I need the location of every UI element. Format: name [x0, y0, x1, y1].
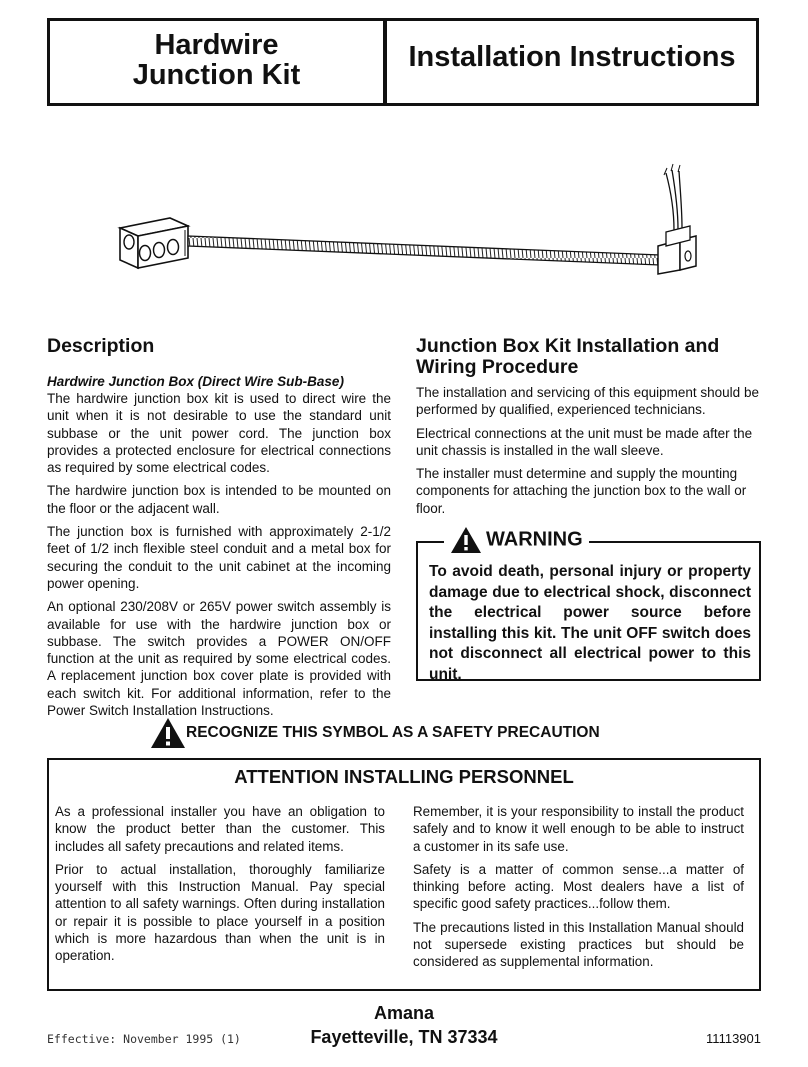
installation-paragraph: The installer must determine and supply the mounting components for attaching the junction box to the wall or floor. — [416, 466, 747, 516]
description-heading: Description — [47, 335, 155, 357]
warning-triangle-icon — [450, 526, 482, 554]
junction-box-conduit-illustration — [100, 158, 720, 288]
flexible-conduit-icon — [188, 236, 660, 265]
warning-heading — [444, 524, 589, 554]
wire-leads-icon — [664, 164, 682, 230]
installation-heading-line2: Wiring Procedure — [416, 356, 579, 378]
kit-title-line1: Hardwire — [154, 29, 279, 61]
description-subheading: Hardwire Junction Box (Direct Wire Sub-Base) — [47, 374, 344, 389]
left-junction-box-icon — [120, 218, 188, 268]
footer-company: Amana — [373, 1003, 435, 1023]
warning-triangle-icon — [150, 717, 186, 749]
attention-paragraph: Remember, it is your responsibility to install the product safely and to know it well enough to be able to instruct a customer in its safe use. — [413, 804, 744, 854]
attention-title: ATTENTION INSTALLING PERSONNEL — [234, 766, 574, 787]
document-title: Installation Instructions — [408, 41, 736, 73]
safety-notice-text: RECOGNIZE THIS SYMBOL AS A SAFETY PRECAUTION — [186, 724, 600, 741]
installation-heading-line1: Junction Box Kit Installation and — [416, 335, 720, 357]
footer-part-number: 11113901 — [706, 1031, 761, 1046]
attention-paragraph: As a professional installer you have an obligation to know the product better than the customer. This includes all safety precautions and related items. — [55, 804, 385, 854]
installation-paragraph: Electrical connections at the unit must be made after the unit chassis is installed in the wall sleeve. — [416, 425, 753, 458]
attention-paragraph: Safety is a matter of common sense...a matter of thinking before acting. Most dealers have a list of specific good safety practices...follow them. — [413, 861, 744, 912]
description-paragraph: The junction box is furnished with approximately 2-1/2 feet of 1/2 inch flexible steel conduit and a metal box for securing the conduit to the unit cabinet at the incoming power opening. — [47, 524, 391, 591]
installation-section — [416, 336, 761, 523]
warning-label: WARNING — [486, 528, 583, 551]
footer-location: Fayetteville, TN 37334 — [310, 1027, 498, 1047]
right-connector-box-icon — [658, 226, 696, 274]
installation-paragraph: The installation and servicing of this equipment should be performed by qualified, experienced technicians. — [416, 385, 759, 418]
description-paragraph: The hardwire junction box is intended to be mounted on the floor or the adjacent wall. — [47, 483, 391, 516]
kit-title-line2: Junction Kit — [132, 59, 301, 91]
attention-left-column — [55, 803, 385, 971]
description-section — [47, 336, 391, 725]
safety-notice — [150, 716, 670, 750]
attention-right-column — [413, 803, 744, 977]
description-paragraph: The hardwire junction box kit is used to direct wire the unit when it is not desirable to use the standard unit subbase or the unit power cord. The junction box provides a protected enclosure for electrical connections as required by some electrical codes. — [47, 391, 391, 476]
kit-title — [50, 30, 383, 90]
attention-paragraph: Prior to actual installation, thoroughly familiarize yourself with this Instruction Manual. Pay special attention to all safety warnings. Often during installation or repair it is possible to place yourself in a position which is more hazardous than when the unit is in operation. — [55, 861, 385, 964]
footer-effective-date: Effective: November 1995 (1) — [47, 1032, 241, 1046]
attention-paragraph: The precautions listed in this Installation Manual should not supersede existing practices but should be considered as supplemental information. — [413, 919, 744, 970]
description-paragraph: An optional 230/208V or 265V power switch assembly is available for use with the hardwire junction box or subbase. The switch provides a POWER ON/OFF function at the unit as required by some electrical codes. A replacement junction box cover plate is provided with each switch kit. For additional information, refer to the Power Switch Installation Instructions. — [47, 599, 391, 719]
warning-text: To avoid death, personal injury or property damage due to electrical shock, disconnect the electrical power source before installing this kit. The unit OFF switch does not disconnect all electrical power to this unit. — [429, 563, 751, 683]
installation-heading — [416, 336, 761, 378]
